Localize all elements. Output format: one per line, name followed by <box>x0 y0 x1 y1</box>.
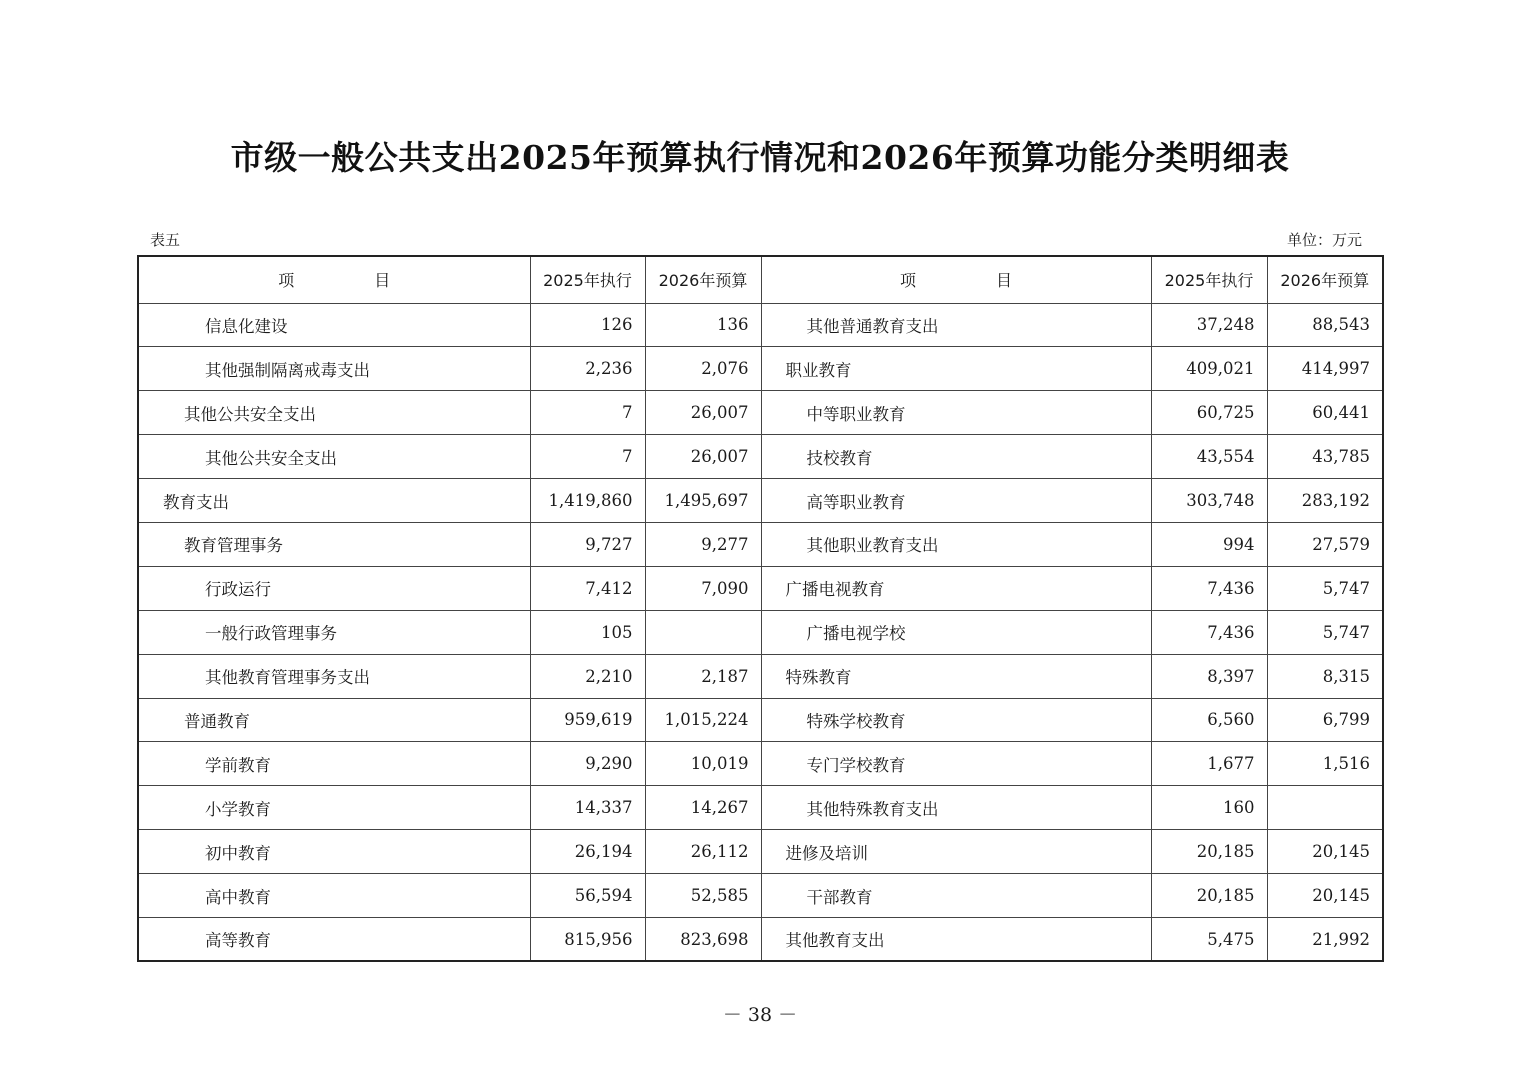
right-budget-2026-cell: 6,799 <box>1267 698 1383 742</box>
right-exec-2025-cell: 6,560 <box>1151 698 1267 742</box>
left-item-cell: 行政运行 <box>138 566 530 610</box>
right-exec-2025-cell: 8,397 <box>1151 654 1267 698</box>
right-exec-2025-cell: 60,725 <box>1151 391 1267 435</box>
left-budget-2026-cell: 2,187 <box>645 654 761 698</box>
left-exec-2025-cell: 7,412 <box>530 566 645 610</box>
right-item-cell: 技校教育 <box>761 435 1151 479</box>
header-item-right: 项 目 <box>761 256 1151 303</box>
right-exec-2025-cell: 994 <box>1151 522 1267 566</box>
page-number: － 38 － <box>722 1004 798 1026</box>
left-budget-2026-cell: 26,007 <box>645 435 761 479</box>
table-row <box>138 522 1383 566</box>
left-exec-2025-cell: 126 <box>530 303 645 347</box>
right-item-cell: 干部教育 <box>761 874 1151 918</box>
table-body <box>138 303 1383 961</box>
right-exec-2025-cell: 5,475 <box>1151 917 1267 961</box>
left-item-cell: 初中教育 <box>138 830 530 874</box>
left-budget-2026-cell <box>645 610 761 654</box>
left-exec-2025-cell: 14,337 <box>530 786 645 830</box>
right-budget-2026-cell: 60,441 <box>1267 391 1383 435</box>
right-exec-2025-cell: 409,021 <box>1151 347 1267 391</box>
table-row <box>138 391 1383 435</box>
left-budget-2026-cell: 14,267 <box>645 786 761 830</box>
right-item-cell: 其他职业教育支出 <box>761 522 1151 566</box>
left-item-cell: 高等教育 <box>138 917 530 961</box>
left-item-cell: 其他公共安全支出 <box>138 391 530 435</box>
header-item-left: 项 目 <box>138 256 530 303</box>
unit-label: 单位：万元 <box>1286 231 1362 249</box>
right-item-cell: 其他特殊教育支出 <box>761 786 1151 830</box>
right-budget-2026-cell: 20,145 <box>1267 830 1383 874</box>
table-row <box>138 479 1383 523</box>
left-exec-2025-cell: 1,419,860 <box>530 479 645 523</box>
right-budget-2026-cell: 5,747 <box>1267 610 1383 654</box>
left-item-cell: 普通教育 <box>138 698 530 742</box>
right-exec-2025-cell: 303,748 <box>1151 479 1267 523</box>
header-budget-2026-right: 2026年预算 <box>1267 256 1383 303</box>
right-budget-2026-cell: 27,579 <box>1267 522 1383 566</box>
header-exec-2025-right: 2025年执行 <box>1151 256 1267 303</box>
table-row <box>138 347 1383 391</box>
left-exec-2025-cell: 56,594 <box>530 874 645 918</box>
right-item-cell: 中等职业教育 <box>761 391 1151 435</box>
left-budget-2026-cell: 26,007 <box>645 391 761 435</box>
left-exec-2025-cell: 9,290 <box>530 742 645 786</box>
left-item-cell: 高中教育 <box>138 874 530 918</box>
right-budget-2026-cell: 1,516 <box>1267 742 1383 786</box>
left-item-cell: 教育管理事务 <box>138 522 530 566</box>
table-row <box>138 698 1383 742</box>
left-exec-2025-cell: 105 <box>530 610 645 654</box>
left-budget-2026-cell: 1,015,224 <box>645 698 761 742</box>
left-item-cell: 信息化建设 <box>138 303 530 347</box>
table-row <box>138 435 1383 479</box>
budget-table <box>137 255 1384 962</box>
right-item-cell: 专门学校教育 <box>761 742 1151 786</box>
left-exec-2025-cell: 7 <box>530 435 645 479</box>
left-exec-2025-cell: 959,619 <box>530 698 645 742</box>
left-exec-2025-cell: 26,194 <box>530 830 645 874</box>
right-exec-2025-cell: 43,554 <box>1151 435 1267 479</box>
left-item-cell: 学前教育 <box>138 742 530 786</box>
left-item-cell: 其他教育管理事务支出 <box>138 654 530 698</box>
right-exec-2025-cell: 7,436 <box>1151 566 1267 610</box>
left-budget-2026-cell: 52,585 <box>645 874 761 918</box>
right-budget-2026-cell: 43,785 <box>1267 435 1383 479</box>
right-item-cell: 进修及培训 <box>761 830 1151 874</box>
table-row <box>138 610 1383 654</box>
right-budget-2026-cell: 20,145 <box>1267 874 1383 918</box>
right-item-cell: 其他教育支出 <box>761 917 1151 961</box>
table-row <box>138 830 1383 874</box>
right-budget-2026-cell: 8,315 <box>1267 654 1383 698</box>
left-budget-2026-cell: 10,019 <box>645 742 761 786</box>
left-exec-2025-cell: 9,727 <box>530 522 645 566</box>
header-exec-2025-left: 2025年执行 <box>530 256 645 303</box>
left-exec-2025-cell: 2,210 <box>530 654 645 698</box>
right-budget-2026-cell: 5,747 <box>1267 566 1383 610</box>
right-exec-2025-cell: 160 <box>1151 786 1267 830</box>
table-row <box>138 917 1383 961</box>
right-exec-2025-cell: 7,436 <box>1151 610 1267 654</box>
right-budget-2026-cell: 21,992 <box>1267 917 1383 961</box>
table-row <box>138 654 1383 698</box>
right-item-cell: 高等职业教育 <box>761 479 1151 523</box>
table-label: 表五 <box>150 231 181 249</box>
left-item-cell: 小学教育 <box>138 786 530 830</box>
header-budget-2026-left: 2026年预算 <box>645 256 761 303</box>
right-item-cell: 职业教育 <box>761 347 1151 391</box>
left-item-cell: 教育支出 <box>138 479 530 523</box>
left-exec-2025-cell: 815,956 <box>530 917 645 961</box>
left-budget-2026-cell: 2,076 <box>645 347 761 391</box>
right-exec-2025-cell: 20,185 <box>1151 830 1267 874</box>
page-title: 市级一般公共支出2025年预算执行情况和2026年预算功能分类明细表 <box>230 138 1290 177</box>
left-budget-2026-cell: 9,277 <box>645 522 761 566</box>
right-item-cell: 特殊教育 <box>761 654 1151 698</box>
left-budget-2026-cell: 7,090 <box>645 566 761 610</box>
right-exec-2025-cell: 37,248 <box>1151 303 1267 347</box>
right-budget-2026-cell <box>1267 786 1383 830</box>
table-row <box>138 566 1383 610</box>
right-budget-2026-cell: 88,543 <box>1267 303 1383 347</box>
right-item-cell: 其他普通教育支出 <box>761 303 1151 347</box>
left-exec-2025-cell: 2,236 <box>530 347 645 391</box>
table-row <box>138 303 1383 347</box>
left-exec-2025-cell: 7 <box>530 391 645 435</box>
right-exec-2025-cell: 20,185 <box>1151 874 1267 918</box>
table-header-row <box>138 256 1383 303</box>
left-budget-2026-cell: 26,112 <box>645 830 761 874</box>
right-budget-2026-cell: 283,192 <box>1267 479 1383 523</box>
left-item-cell: 其他强制隔离戒毒支出 <box>138 347 530 391</box>
right-exec-2025-cell: 1,677 <box>1151 742 1267 786</box>
left-budget-2026-cell: 136 <box>645 303 761 347</box>
left-budget-2026-cell: 823,698 <box>645 917 761 961</box>
left-item-cell: 其他公共安全支出 <box>138 435 530 479</box>
table-row <box>138 742 1383 786</box>
right-item-cell: 广播电视教育 <box>761 566 1151 610</box>
left-budget-2026-cell: 1,495,697 <box>645 479 761 523</box>
right-budget-2026-cell: 414,997 <box>1267 347 1383 391</box>
table-row <box>138 874 1383 918</box>
left-item-cell: 一般行政管理事务 <box>138 610 530 654</box>
table-row <box>138 786 1383 830</box>
right-item-cell: 特殊学校教育 <box>761 698 1151 742</box>
right-item-cell: 广播电视学校 <box>761 610 1151 654</box>
